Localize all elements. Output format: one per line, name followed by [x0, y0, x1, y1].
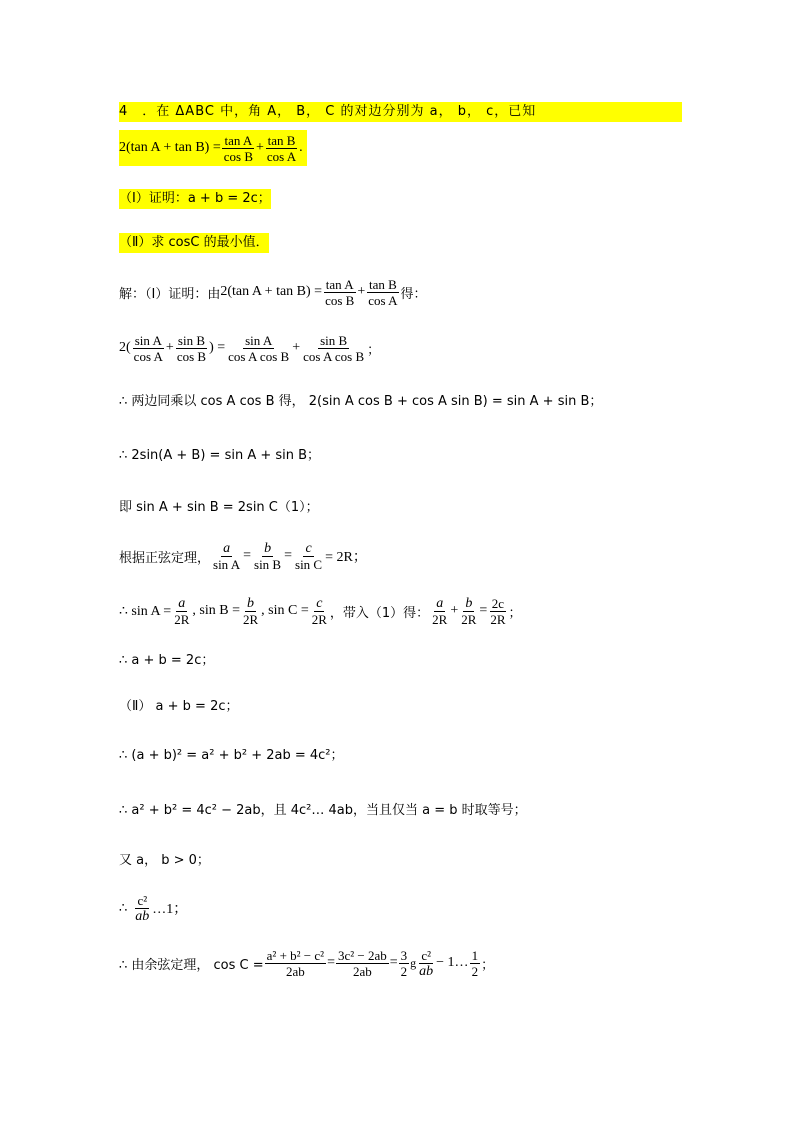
- solution-line-7: ∴ sin A = $\frac{a}{2R}$ , sin B = $\frac{b}{2R}$ , sin C = $\frac{c}{2R}$ ，带入（1）得： a 2R + $\frac{b}{2R}$ = $\frac{2c}{2R}$ ；: [119, 595, 522, 627]
- given-frac-1: $\frac{\text{tan A}}{\text{cos B}}$: [223, 132, 253, 164]
- solution-line-11: ∴ a² + b² = 4c² − 2ab，且 4c²… 4ab，当且仅当 a = b 时取等号；: [119, 803, 527, 818]
- part-2: （Ⅱ）求 cosC 的最小值．: [119, 233, 269, 253]
- solution-line-6: 根据正弦定理， $\frac{a}{\text{sin A}}$ = $\frac{b}{\text{sin B}}$ = $\frac{c}{\text{sin C}}$ = 2R；: [119, 540, 367, 572]
- part-1: （Ⅰ）证明：a + b = 2c；: [119, 189, 271, 209]
- solution-line-2: 2( sin A cos A + $\frac{\text{sin B}}{\text{cos B}}$ ) = $\frac{\text{sin A}}{\text{cos A cos B}}$ + $\frac{\text{sin B}}{\text{cos A cos B}}$ ；: [119, 332, 381, 364]
- given-lhs: 2(tan A + tan B) =: [119, 140, 221, 155]
- solution-line-5: 即 sin A + sin B = 2sin C（1）；: [119, 500, 319, 515]
- solution-line-10: ∴ (a + b)² = a² + b² + 2ab = 4c²；: [119, 748, 344, 763]
- given-equation: 2(tan A + tan B) = $\frac{\text{tan A}}{\text{cos B}}$ + $\frac{\text{tan B}}{\text{cos A}}$ .: [119, 130, 307, 166]
- solution-line-9: （Ⅱ） a + b = 2c；: [119, 699, 239, 714]
- solution-line-1: 解：（Ⅰ）证明：由 2(tan A + tan B) = $\frac{\text{tan A}}{\text{cos B}}$ + $\frac{\text{tan B}}{\text{cos A}}$ 得：: [119, 276, 427, 308]
- solution-line-8: ∴ a + b = 2c；: [119, 653, 215, 668]
- solution-line-3: ∴ 两边同乘以 cos A cos B 得， 2(sin A cos B + cos A sin B) = sin A + sin B；: [119, 394, 603, 409]
- solution-line-13: ∴ c² ab …1；: [119, 892, 188, 924]
- given-frac-2: $\frac{\text{tan B}}{\text{cos A}}$: [266, 132, 297, 164]
- problem-intro: 4 ．在 ΔABC 中，角 A， B， C 的对边分别为 a， b， c，已知: [119, 102, 682, 122]
- solution-line-4: ∴ 2sin(A + B) = sin A + sin B；: [119, 448, 321, 463]
- solution-line-12: 又 a， b > 0；: [119, 853, 210, 868]
- solution-line-14: ∴ 由余弦定理， cos C = $\frac{\text{a² + b² − c²}}{2ab}$ = $\frac{\text{3c² − 2ab}}{2ab}$ = $\frac{3}{2}$ g c² ab − 1… 1 2 ；: [119, 947, 495, 979]
